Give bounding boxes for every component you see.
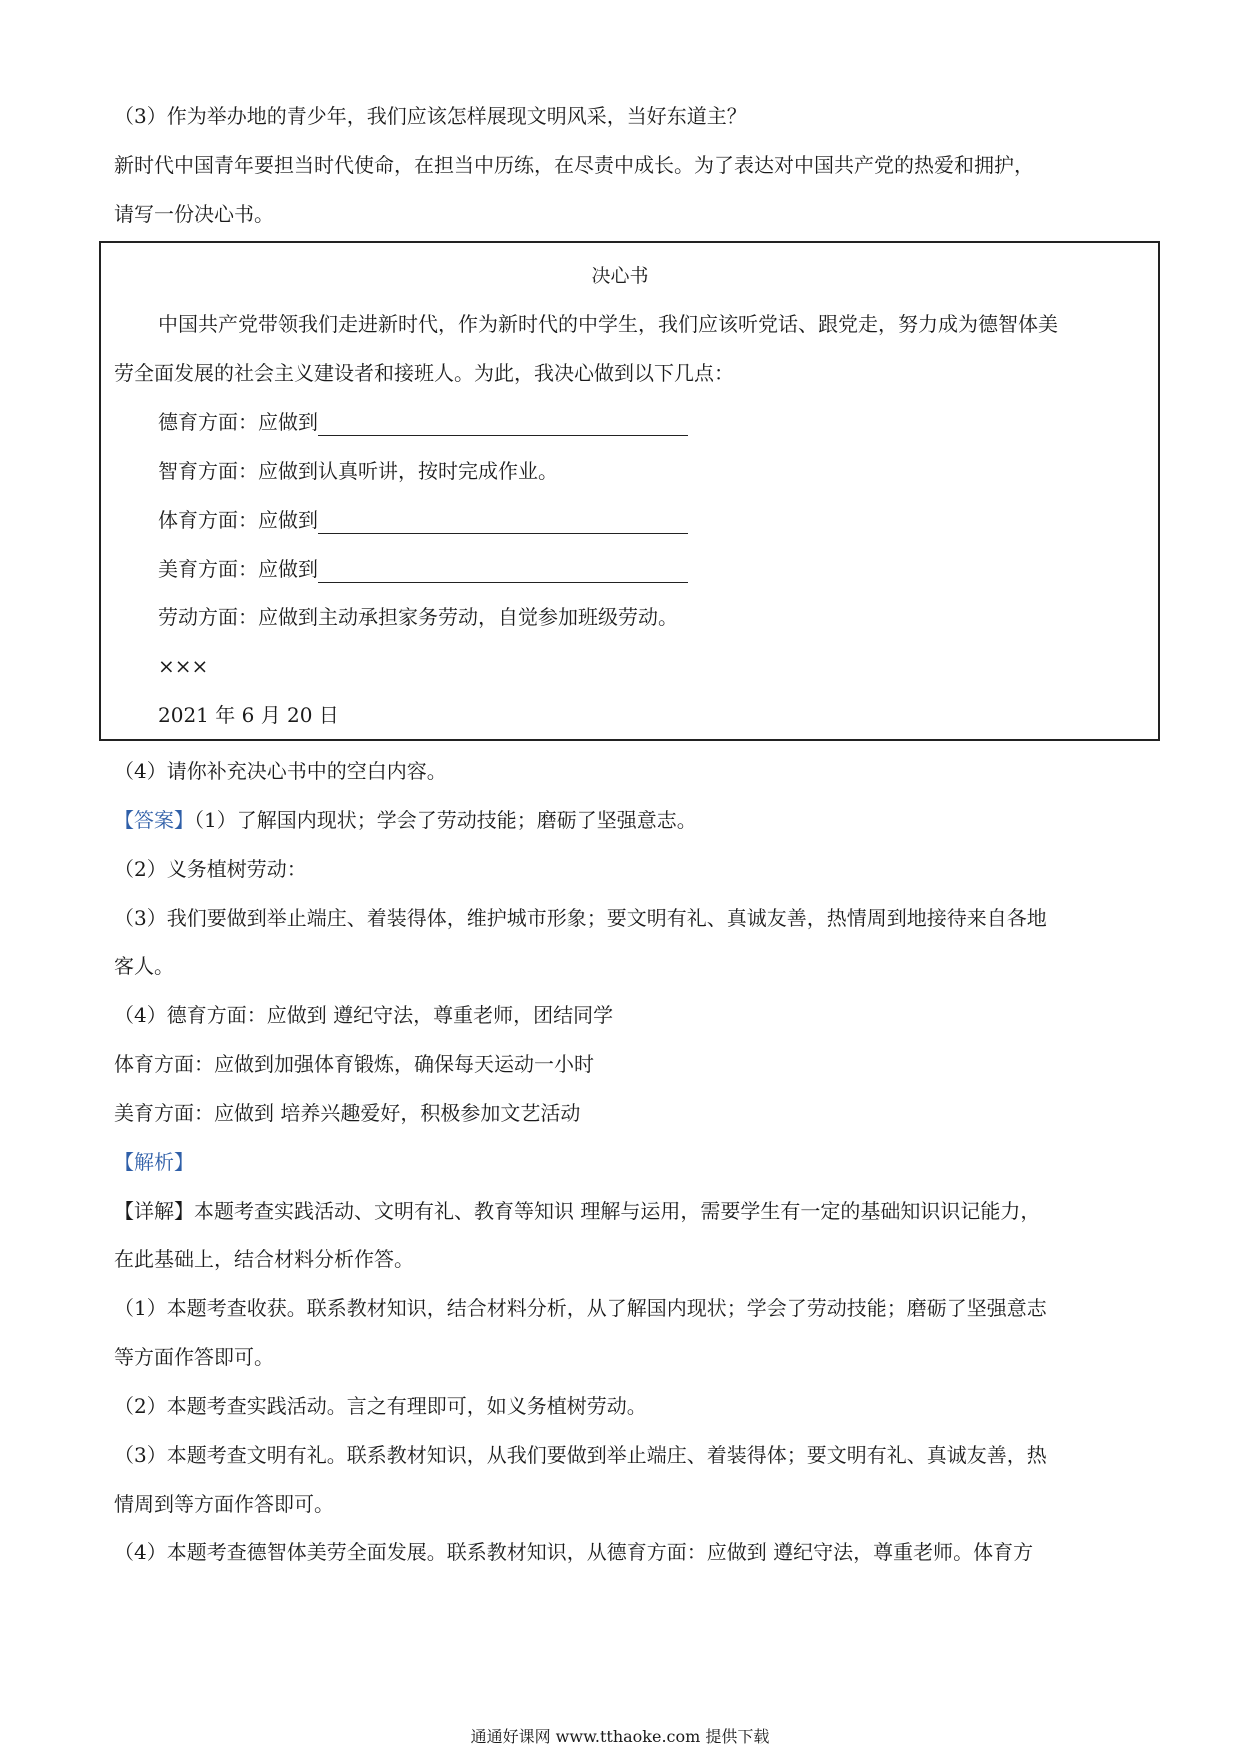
explain-1-line-2: 等方面作答即可。 <box>114 1345 274 1369</box>
explain-2: （2）本题考查实践活动。言之有理即可，如义务植树劳动。 <box>114 1394 647 1418</box>
pledge-physical-label: 体育方面：应做到 <box>158 508 318 532</box>
pledge-moral-label: 德育方面：应做到 <box>158 410 318 434</box>
detail-line-1-text: 本题考查实践活动、文明有礼、教育等知识 理解与运用，需要学生有一定的基础知识识记能力， <box>194 1199 1041 1223</box>
detail-tag: 【详解】 <box>114 1199 194 1223</box>
answer-4-line-2: 体育方面：应做到加强体育锻炼，确保每天运动一小时 <box>114 1052 594 1076</box>
pledge-date: 2021 年 6 月 20 日 <box>158 703 339 727</box>
explain-1-line-1: （1）本题考查收获。联系教材知识，结合材料分析，从了解国内现状；学会了劳动技能；磨砺了坚强意志 <box>114 1296 1047 1320</box>
pledge-moral <box>158 408 688 436</box>
explain-4-line-1: （4）本题考查德智体美劳全面发展。联系教材知识，从德育方面：应做到 遵纪守法，尊重老师。体育方 <box>114 1540 1034 1564</box>
page-footer[interactable]: 通通好课网 www.tthaoke.com 提供下载 <box>470 1727 770 1746</box>
answer-3-line-1: （3）我们要做到举止端庄、着装得体，维护城市形象；要文明有礼、真诚友善，热情周到地接待来自各地 <box>114 906 1047 930</box>
detail-line-1 <box>114 1197 1040 1225</box>
explain-3-line-2: 情周到等方面作答即可。 <box>114 1492 334 1516</box>
pledge-signature: ××× <box>158 654 209 678</box>
pledge-para-2: 劳全面发展的社会主义建设者和接班人。为此，我决心做到以下几点： <box>114 361 734 385</box>
answer-4-line-3: 美育方面：应做到 培养兴趣爱好，积极参加文艺活动 <box>114 1101 581 1125</box>
analysis-tag: 【解析】 <box>114 1150 194 1174</box>
aesthetic-blank <box>318 560 688 583</box>
pledge-intellect: 智育方面：应做到认真听讲，按时完成作业。 <box>158 459 558 483</box>
pledge-labor: 劳动方面：应做到主动承担家务劳动，自觉参加班级劳动。 <box>158 605 678 629</box>
answer-tag: 【答案】 <box>114 808 194 832</box>
pledge-aesthetic <box>158 555 688 583</box>
answer-1 <box>114 806 697 834</box>
answer-4-line-1: （4）德育方面：应做到 遵纪守法，尊重老师，团结同学 <box>114 1003 614 1027</box>
pledge-aesthetic-label: 美育方面：应做到 <box>158 557 318 581</box>
answer-1-text: （1）了解国内现状；学会了劳动技能；磨砺了坚强意志。 <box>194 808 697 832</box>
answer-3-line-2: 客人。 <box>114 954 174 978</box>
answer-2: （2）义务植树劳动： <box>114 857 307 881</box>
detail-line-2: 在此基础上，结合材料分析作答。 <box>114 1247 414 1271</box>
question-4: （4）请你补充决心书中的空白内容。 <box>114 759 447 783</box>
question-3: （3）作为举办地的青少年，我们应该怎样展现文明风采，当好东道主？ <box>114 104 747 128</box>
pledge-para-1: 中国共产党带领我们走进新时代，作为新时代的中学生，我们应该听党话、跟党走，努力成为德智体美 <box>158 312 1058 336</box>
pledge-title: 决心书 <box>591 265 649 287</box>
explain-3-line-1: （3）本题考查文明有礼。联系教材知识，从我们要做到举止端庄、着装得体；要文明有礼、真诚友善，热 <box>114 1443 1047 1467</box>
pledge-physical <box>158 506 688 534</box>
physical-blank <box>318 511 688 534</box>
intro-line-1: 新时代中国青年要担当时代使命，在担当中历练，在尽责中成长。为了表达对中国共产党的热爱和拥护， <box>114 153 1034 177</box>
moral-blank <box>318 413 688 436</box>
intro-line-2: 请写一份决心书。 <box>114 202 274 226</box>
